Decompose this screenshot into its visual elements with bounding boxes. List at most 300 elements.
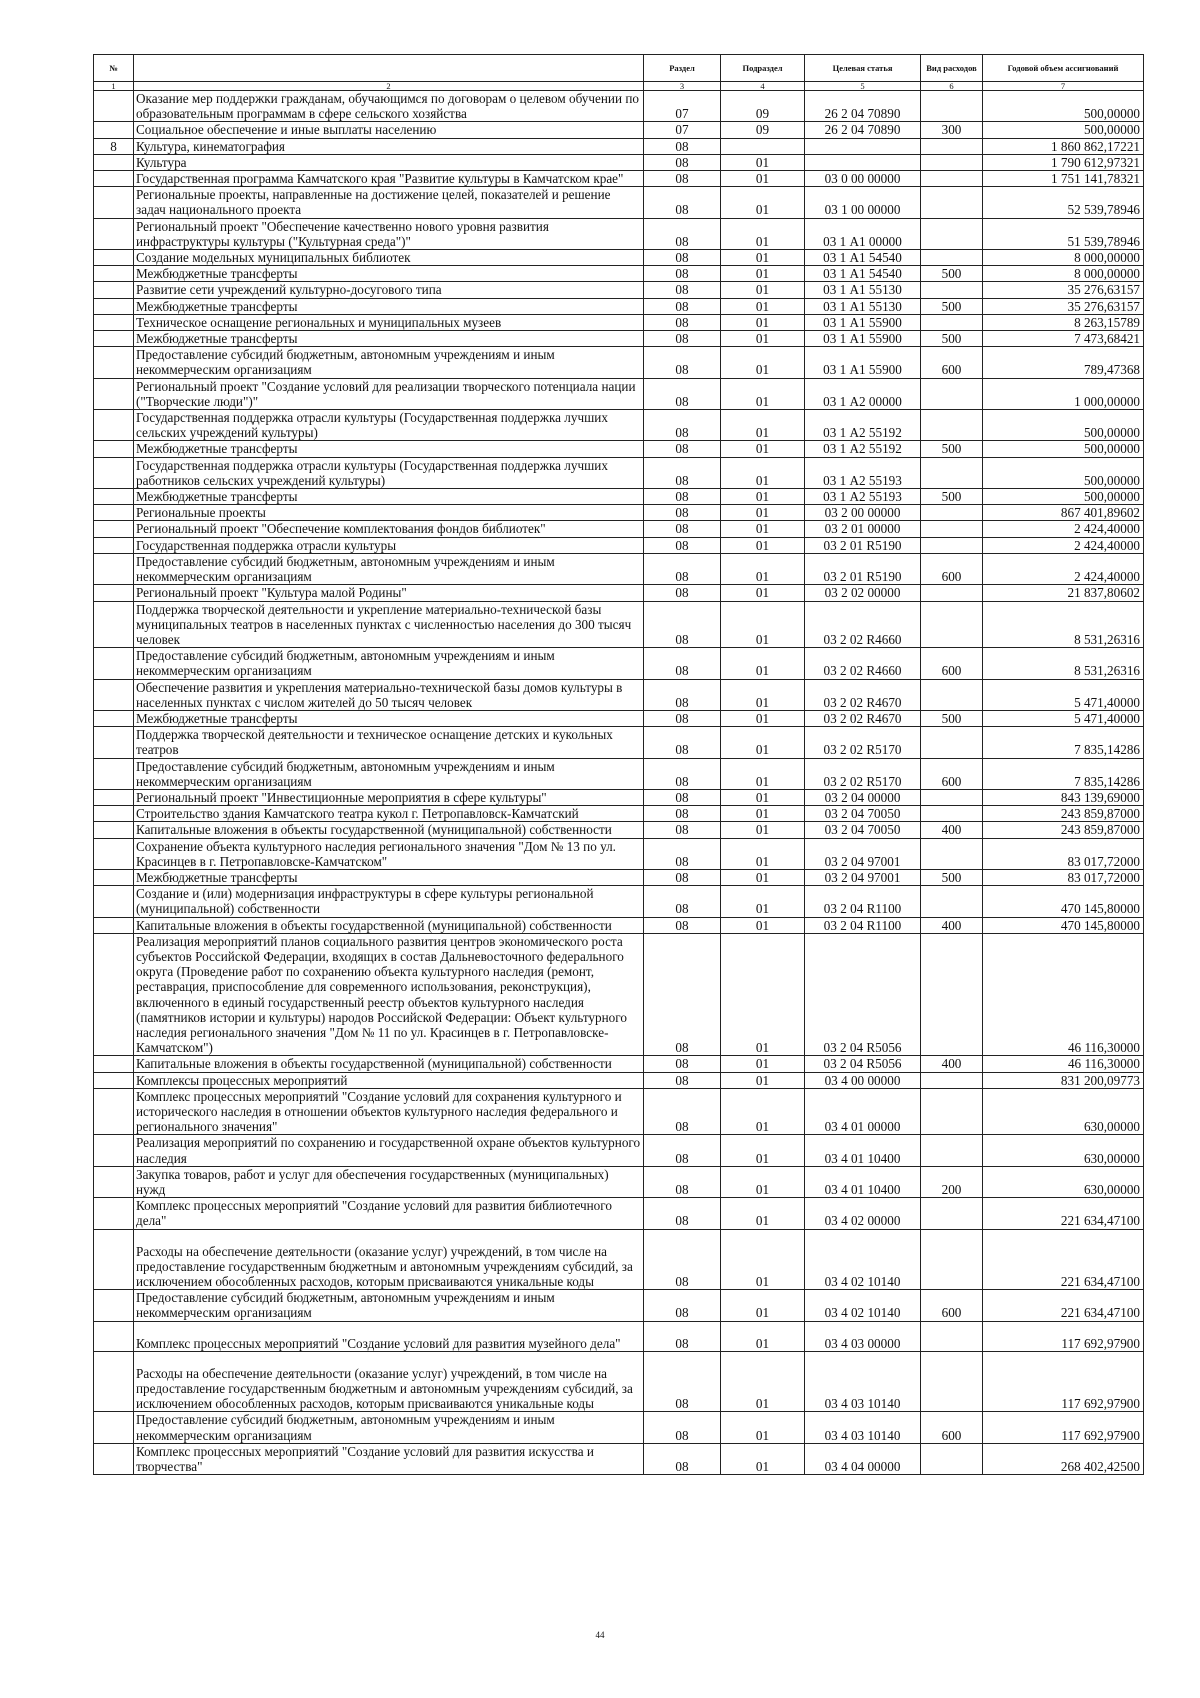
row-number <box>94 1412 134 1443</box>
row-name: Государственная программа Камчатского края "Развитие культуры в Камчатском крае" <box>134 171 644 187</box>
table-row <box>94 138 1144 154</box>
row-subsection: 01 <box>721 933 805 1056</box>
table-row <box>94 1135 1144 1166</box>
row-target: 03 4 00 00000 <box>805 1072 921 1088</box>
row-amount: 8 531,26316 <box>983 648 1144 679</box>
row-name: Комплекс процессных мероприятий "Создание условий для сохранения культурного и исторического наследия в отношении объектов культурного наследия федерального и регионального значения" <box>134 1088 644 1135</box>
budget-table <box>93 54 1144 1475</box>
row-expense <box>921 585 983 601</box>
row-name: Поддержка творческой деятельности и укрепление материально-технической базы муниципальных театров в населенных пунктах с численностью населения до 300 тысяч человек <box>134 601 644 648</box>
row-number <box>94 457 134 488</box>
row-subsection: 01 <box>721 266 805 282</box>
row-section: 08 <box>644 758 721 789</box>
row-number <box>94 1443 134 1474</box>
table-row <box>94 266 1144 282</box>
table-row <box>94 1321 1144 1351</box>
row-subsection: 01 <box>721 331 805 347</box>
row-section: 08 <box>644 457 721 488</box>
row-name: Культура, кинематография <box>134 138 644 154</box>
row-name: Комплекс процессных мероприятий "Создание условий для развития библиотечного дела" <box>134 1198 644 1229</box>
table-row <box>94 1088 1144 1135</box>
row-target: 03 2 01 00000 <box>805 521 921 537</box>
row-subsection: 01 <box>721 378 805 409</box>
row-number <box>94 648 134 679</box>
row-number <box>94 822 134 838</box>
table-row <box>94 1198 1144 1229</box>
row-target: 03 2 04 97001 <box>805 869 921 885</box>
row-number <box>94 122 134 138</box>
row-name: Предоставление субсидий бюджетным, автономным учреждениям и иным некоммерческим организациям <box>134 553 644 584</box>
row-number <box>94 838 134 869</box>
table-row <box>94 187 1144 218</box>
row-expense <box>921 1229 983 1290</box>
row-name: Предоставление субсидий бюджетным, автономным учреждениям и иным некоммерческим организациям <box>134 1412 644 1443</box>
row-subsection <box>721 138 805 154</box>
row-subsection: 01 <box>721 1321 805 1351</box>
row-target: 03 1 А2 55193 <box>805 457 921 488</box>
row-name: Капитальные вложения в объекты государственной (муниципальной) собственности <box>134 822 644 838</box>
row-section: 08 <box>644 154 721 170</box>
row-target: 03 1 00 00000 <box>805 187 921 218</box>
table-row <box>94 91 1144 122</box>
table-row <box>94 1351 1144 1412</box>
row-expense <box>921 806 983 822</box>
row-section: 08 <box>644 710 721 726</box>
row-expense: 600 <box>921 758 983 789</box>
row-target: 03 2 04 97001 <box>805 838 921 869</box>
row-target: 26 2 04 70890 <box>805 91 921 122</box>
row-target <box>805 138 921 154</box>
row-name: Межбюджетные трансферты <box>134 710 644 726</box>
row-name: Комплексы процессных мероприятий <box>134 1072 644 1088</box>
row-section: 08 <box>644 553 721 584</box>
row-name: Капитальные вложения в объекты государственной (муниципальной) собственности <box>134 1056 644 1072</box>
row-section: 08 <box>644 917 721 933</box>
row-amount: 268 402,42500 <box>983 1443 1144 1474</box>
row-name: Региональные проекты, направленные на достижение целей, показателей и решение задач национального проекта <box>134 187 644 218</box>
table-row <box>94 1166 1144 1197</box>
row-section: 08 <box>644 838 721 869</box>
row-subsection: 01 <box>721 1072 805 1088</box>
table-row <box>94 171 1144 187</box>
row-number <box>94 886 134 917</box>
row-target: 03 1 А1 55900 <box>805 314 921 330</box>
row-section: 08 <box>644 1290 721 1321</box>
row-expense: 200 <box>921 1166 983 1197</box>
row-number <box>94 1088 134 1135</box>
row-amount: 8 531,26316 <box>983 601 1144 648</box>
row-target: 03 1 А2 00000 <box>805 378 921 409</box>
row-subsection: 01 <box>721 1135 805 1166</box>
row-section: 08 <box>644 1443 721 1474</box>
row-subsection: 01 <box>721 347 805 378</box>
row-target <box>805 154 921 170</box>
row-subsection: 01 <box>721 789 805 805</box>
table-row <box>94 679 1144 710</box>
header-subsection: Подраздел <box>721 55 805 82</box>
table-row <box>94 282 1144 298</box>
row-name: Предоставление субсидий бюджетным, автономным учреждениям и иным некоммерческим организациям <box>134 347 644 378</box>
row-section: 08 <box>644 789 721 805</box>
row-subsection: 01 <box>721 537 805 553</box>
row-subsection: 01 <box>721 886 805 917</box>
row-section: 08 <box>644 869 721 885</box>
row-amount: 2 424,40000 <box>983 521 1144 537</box>
row-section: 08 <box>644 298 721 314</box>
row-amount: 500,00000 <box>983 91 1144 122</box>
row-amount: 500,00000 <box>983 457 1144 488</box>
row-expense <box>921 1443 983 1474</box>
row-target: 03 2 04 00000 <box>805 789 921 805</box>
budget-table-sheet <box>93 54 1143 1475</box>
row-expense <box>921 187 983 218</box>
row-expense: 500 <box>921 489 983 505</box>
row-amount: 2 424,40000 <box>983 537 1144 553</box>
table-row <box>94 601 1144 648</box>
row-amount: 35 276,63157 <box>983 298 1144 314</box>
row-name: Межбюджетные трансферты <box>134 489 644 505</box>
row-number <box>94 505 134 521</box>
row-amount: 7 835,14286 <box>983 727 1144 758</box>
row-number <box>94 917 134 933</box>
row-subsection: 01 <box>721 838 805 869</box>
row-number <box>94 282 134 298</box>
row-expense <box>921 505 983 521</box>
row-amount: 8 263,15789 <box>983 314 1144 330</box>
table-row <box>94 758 1144 789</box>
row-subsection: 01 <box>721 298 805 314</box>
col-num: 5 <box>805 82 921 91</box>
row-subsection: 09 <box>721 91 805 122</box>
row-expense: 400 <box>921 1056 983 1072</box>
row-number <box>94 1351 134 1412</box>
row-target: 03 1 А1 55130 <box>805 282 921 298</box>
row-expense <box>921 91 983 122</box>
table-row <box>94 1290 1144 1321</box>
row-expense <box>921 1198 983 1229</box>
row-expense: 500 <box>921 266 983 282</box>
row-subsection: 01 <box>721 410 805 441</box>
row-number <box>94 710 134 726</box>
row-subsection: 01 <box>721 1290 805 1321</box>
row-name: Создание модельных муниципальных библиотек <box>134 250 644 266</box>
row-amount: 500,00000 <box>983 489 1144 505</box>
row-subsection: 01 <box>721 505 805 521</box>
row-amount: 630,00000 <box>983 1088 1144 1135</box>
row-target: 03 4 01 10400 <box>805 1135 921 1166</box>
row-target: 03 2 00 00000 <box>805 505 921 521</box>
row-number <box>94 1166 134 1197</box>
row-amount: 5 471,40000 <box>983 679 1144 710</box>
row-section: 07 <box>644 91 721 122</box>
table-row <box>94 917 1144 933</box>
table-row <box>94 410 1144 441</box>
row-expense <box>921 171 983 187</box>
header-name <box>134 55 644 82</box>
row-expense <box>921 314 983 330</box>
row-amount: 1 751 141,78321 <box>983 171 1144 187</box>
table-row <box>94 505 1144 521</box>
header-expense: Вид расходов <box>921 55 983 82</box>
row-amount: 500,00000 <box>983 122 1144 138</box>
row-section: 08 <box>644 266 721 282</box>
row-target: 03 2 02 R5170 <box>805 758 921 789</box>
row-amount: 51 539,78946 <box>983 218 1144 249</box>
row-target: 03 4 01 00000 <box>805 1088 921 1135</box>
row-amount: 500,00000 <box>983 441 1144 457</box>
row-expense <box>921 410 983 441</box>
row-number <box>94 441 134 457</box>
row-number <box>94 537 134 553</box>
row-name: Техническое оснащение региональных и муниципальных музеев <box>134 314 644 330</box>
row-expense <box>921 886 983 917</box>
row-expense <box>921 250 983 266</box>
row-amount: 46 116,30000 <box>983 1056 1144 1072</box>
row-section: 08 <box>644 250 721 266</box>
table-row <box>94 585 1144 601</box>
row-section: 08 <box>644 521 721 537</box>
row-target: 03 2 04 70050 <box>805 806 921 822</box>
row-amount: 470 145,80000 <box>983 917 1144 933</box>
row-amount: 117 692,97900 <box>983 1351 1144 1412</box>
row-section: 08 <box>644 1072 721 1088</box>
table-row <box>94 441 1144 457</box>
row-amount: 630,00000 <box>983 1166 1144 1197</box>
row-name: Комплекс процессных мероприятий "Создание условий для развития искусства и творчества" <box>134 1443 644 1474</box>
row-target: 03 2 04 R5056 <box>805 933 921 1056</box>
row-subsection: 01 <box>721 1229 805 1290</box>
row-target: 03 4 02 00000 <box>805 1198 921 1229</box>
row-subsection: 01 <box>721 1056 805 1072</box>
row-name: Комплекс процессных мероприятий "Создание условий для развития музейного дела" <box>134 1321 644 1351</box>
table-row <box>94 298 1144 314</box>
row-expense <box>921 1088 983 1135</box>
row-target: 03 1 А1 54540 <box>805 250 921 266</box>
row-amount: 843 139,69000 <box>983 789 1144 805</box>
row-section: 08 <box>644 347 721 378</box>
row-number <box>94 758 134 789</box>
row-number <box>94 1198 134 1229</box>
row-amount: 117 692,97900 <box>983 1412 1144 1443</box>
row-amount: 8 000,00000 <box>983 250 1144 266</box>
row-subsection: 01 <box>721 187 805 218</box>
row-number <box>94 1290 134 1321</box>
row-target: 03 2 04 R1100 <box>805 886 921 917</box>
row-name: Межбюджетные трансферты <box>134 298 644 314</box>
row-name: Региональный проект "Культура малой Родины" <box>134 585 644 601</box>
row-section: 08 <box>644 187 721 218</box>
row-subsection: 01 <box>721 869 805 885</box>
row-number <box>94 187 134 218</box>
row-name: Государственная поддержка отрасли культуры <box>134 537 644 553</box>
row-section: 08 <box>644 537 721 553</box>
row-expense <box>921 1351 983 1412</box>
table-row <box>94 886 1144 917</box>
row-number <box>94 1056 134 1072</box>
row-amount: 221 634,47100 <box>983 1290 1144 1321</box>
col-num: 6 <box>921 82 983 91</box>
row-section: 08 <box>644 282 721 298</box>
table-body <box>94 91 1144 1475</box>
col-num: 2 <box>134 82 644 91</box>
row-number <box>94 585 134 601</box>
row-expense <box>921 521 983 537</box>
table-row <box>94 1056 1144 1072</box>
row-subsection: 01 <box>721 1198 805 1229</box>
row-name: Предоставление субсидий бюджетным, автономным учреждениям и иным некоммерческим организациям <box>134 1290 644 1321</box>
row-amount: 35 276,63157 <box>983 282 1144 298</box>
row-number <box>94 1135 134 1166</box>
row-target: 03 2 02 00000 <box>805 585 921 601</box>
table-row <box>94 1072 1144 1088</box>
row-target: 03 4 03 00000 <box>805 1321 921 1351</box>
row-amount: 221 634,47100 <box>983 1198 1144 1229</box>
row-subsection: 01 <box>721 457 805 488</box>
row-name: Межбюджетные трансферты <box>134 331 644 347</box>
row-target: 03 1 А2 55192 <box>805 441 921 457</box>
row-target: 03 2 04 R5056 <box>805 1056 921 1072</box>
row-number <box>94 679 134 710</box>
row-number <box>94 410 134 441</box>
table-row <box>94 218 1144 249</box>
row-expense <box>921 154 983 170</box>
row-target: 03 2 01 R5190 <box>805 553 921 584</box>
row-section: 08 <box>644 378 721 409</box>
row-expense <box>921 218 983 249</box>
table-row <box>94 314 1144 330</box>
row-expense: 500 <box>921 298 983 314</box>
row-number <box>94 331 134 347</box>
row-subsection: 01 <box>721 806 805 822</box>
row-number <box>94 91 134 122</box>
row-expense <box>921 1321 983 1351</box>
table-row <box>94 838 1144 869</box>
header-volume: Годовой объем ассигнований <box>983 55 1144 82</box>
row-name: Строительство здания Камчатского театра кукол г. Петропавловск-Камчатский <box>134 806 644 822</box>
row-section: 08 <box>644 1351 721 1412</box>
row-target: 03 1 А2 55193 <box>805 489 921 505</box>
row-subsection: 01 <box>721 1412 805 1443</box>
row-amount: 117 692,97900 <box>983 1321 1144 1351</box>
row-section: 08 <box>644 410 721 441</box>
row-subsection: 01 <box>721 727 805 758</box>
row-subsection: 01 <box>721 171 805 187</box>
row-name: Расходы на обеспечение деятельности (оказание услуг) учреждений, в том числе на предоставление государственным бюджетным и автономным учреждениям субсидий, за исключением обособленных расходов, которым присваиваются уникальные коды <box>134 1229 644 1290</box>
row-subsection: 01 <box>721 314 805 330</box>
table-row <box>94 154 1144 170</box>
column-numbers-row <box>94 82 1144 91</box>
row-name: Развитие сети учреждений культурно-досугового типа <box>134 282 644 298</box>
row-target: 03 1 А1 55900 <box>805 347 921 378</box>
row-section: 08 <box>644 1135 721 1166</box>
col-num: 3 <box>644 82 721 91</box>
row-name: Предоставление субсидий бюджетным, автономным учреждениям и иным некоммерческим организациям <box>134 648 644 679</box>
row-target: 03 2 02 R4660 <box>805 648 921 679</box>
row-section: 08 <box>644 648 721 679</box>
row-amount: 867 401,89602 <box>983 505 1144 521</box>
row-expense: 600 <box>921 1412 983 1443</box>
row-name: Государственная поддержка отрасли культуры (Государственная поддержка лучших работников сельских учреждений культуры) <box>134 457 644 488</box>
row-amount: 221 634,47100 <box>983 1229 1144 1290</box>
row-amount: 1 790 612,97321 <box>983 154 1144 170</box>
row-name: Региональный проект "Обеспечение качественно нового уровня развития инфраструктуры культуры ("Культурная среда")" <box>134 218 644 249</box>
row-section: 08 <box>644 1088 721 1135</box>
row-subsection: 09 <box>721 122 805 138</box>
row-amount: 8 000,00000 <box>983 266 1144 282</box>
row-expense: 500 <box>921 710 983 726</box>
row-expense: 500 <box>921 441 983 457</box>
table-row <box>94 822 1144 838</box>
row-expense: 600 <box>921 553 983 584</box>
table-row <box>94 869 1144 885</box>
row-subsection: 01 <box>721 710 805 726</box>
row-subsection: 01 <box>721 1443 805 1474</box>
row-amount: 5 471,40000 <box>983 710 1144 726</box>
row-expense: 300 <box>921 122 983 138</box>
row-name: Оказание мер поддержки гражданам, обучающимся по договорам о целевом обучении по образовательным программам в сфере сельского хозяйства <box>134 91 644 122</box>
row-target: 03 2 04 R1100 <box>805 917 921 933</box>
table-row <box>94 489 1144 505</box>
row-number <box>94 266 134 282</box>
table-row <box>94 727 1144 758</box>
row-expense: 600 <box>921 347 983 378</box>
row-number <box>94 727 134 758</box>
table-row <box>94 347 1144 378</box>
row-target: 03 2 02 R4660 <box>805 601 921 648</box>
table-row <box>94 710 1144 726</box>
row-name: Сохранение объекта культурного наследия регионального значения "Дом № 13 по ул. Красинцев в г. Петропавловске-Камчатском" <box>134 838 644 869</box>
row-expense <box>921 282 983 298</box>
row-section: 08 <box>644 138 721 154</box>
row-target: 03 1 А2 55192 <box>805 410 921 441</box>
row-name: Региональный проект "Обеспечение комплектования фондов библиотек" <box>134 521 644 537</box>
row-target: 03 4 03 10140 <box>805 1412 921 1443</box>
col-num: 7 <box>983 82 1144 91</box>
row-amount: 52 539,78946 <box>983 187 1144 218</box>
row-section: 08 <box>644 1198 721 1229</box>
row-number <box>94 250 134 266</box>
row-subsection: 01 <box>721 758 805 789</box>
table-row <box>94 933 1144 1056</box>
row-amount: 46 116,30000 <box>983 933 1144 1056</box>
row-subsection: 01 <box>721 553 805 584</box>
row-amount: 83 017,72000 <box>983 869 1144 885</box>
row-section: 08 <box>644 585 721 601</box>
row-expense: 600 <box>921 1290 983 1321</box>
row-section: 07 <box>644 122 721 138</box>
row-subsection: 01 <box>721 521 805 537</box>
row-expense <box>921 378 983 409</box>
row-target: 03 4 02 10140 <box>805 1229 921 1290</box>
page-number: 44 <box>595 1630 605 1640</box>
row-expense: 400 <box>921 822 983 838</box>
row-amount: 500,00000 <box>983 410 1144 441</box>
row-subsection: 01 <box>721 489 805 505</box>
row-section: 08 <box>644 331 721 347</box>
row-target: 03 2 02 R5170 <box>805 727 921 758</box>
row-target: 03 4 01 10400 <box>805 1166 921 1197</box>
row-amount: 1 000,00000 <box>983 378 1144 409</box>
table-row <box>94 122 1144 138</box>
row-amount: 83 017,72000 <box>983 838 1144 869</box>
row-section: 08 <box>644 171 721 187</box>
row-section: 08 <box>644 1056 721 1072</box>
row-expense: 500 <box>921 331 983 347</box>
row-name: Культура <box>134 154 644 170</box>
row-name: Государственная поддержка отрасли культуры (Государственная поддержка лучших сельских учреждений культуры) <box>134 410 644 441</box>
row-amount: 630,00000 <box>983 1135 1144 1166</box>
row-number <box>94 1321 134 1351</box>
